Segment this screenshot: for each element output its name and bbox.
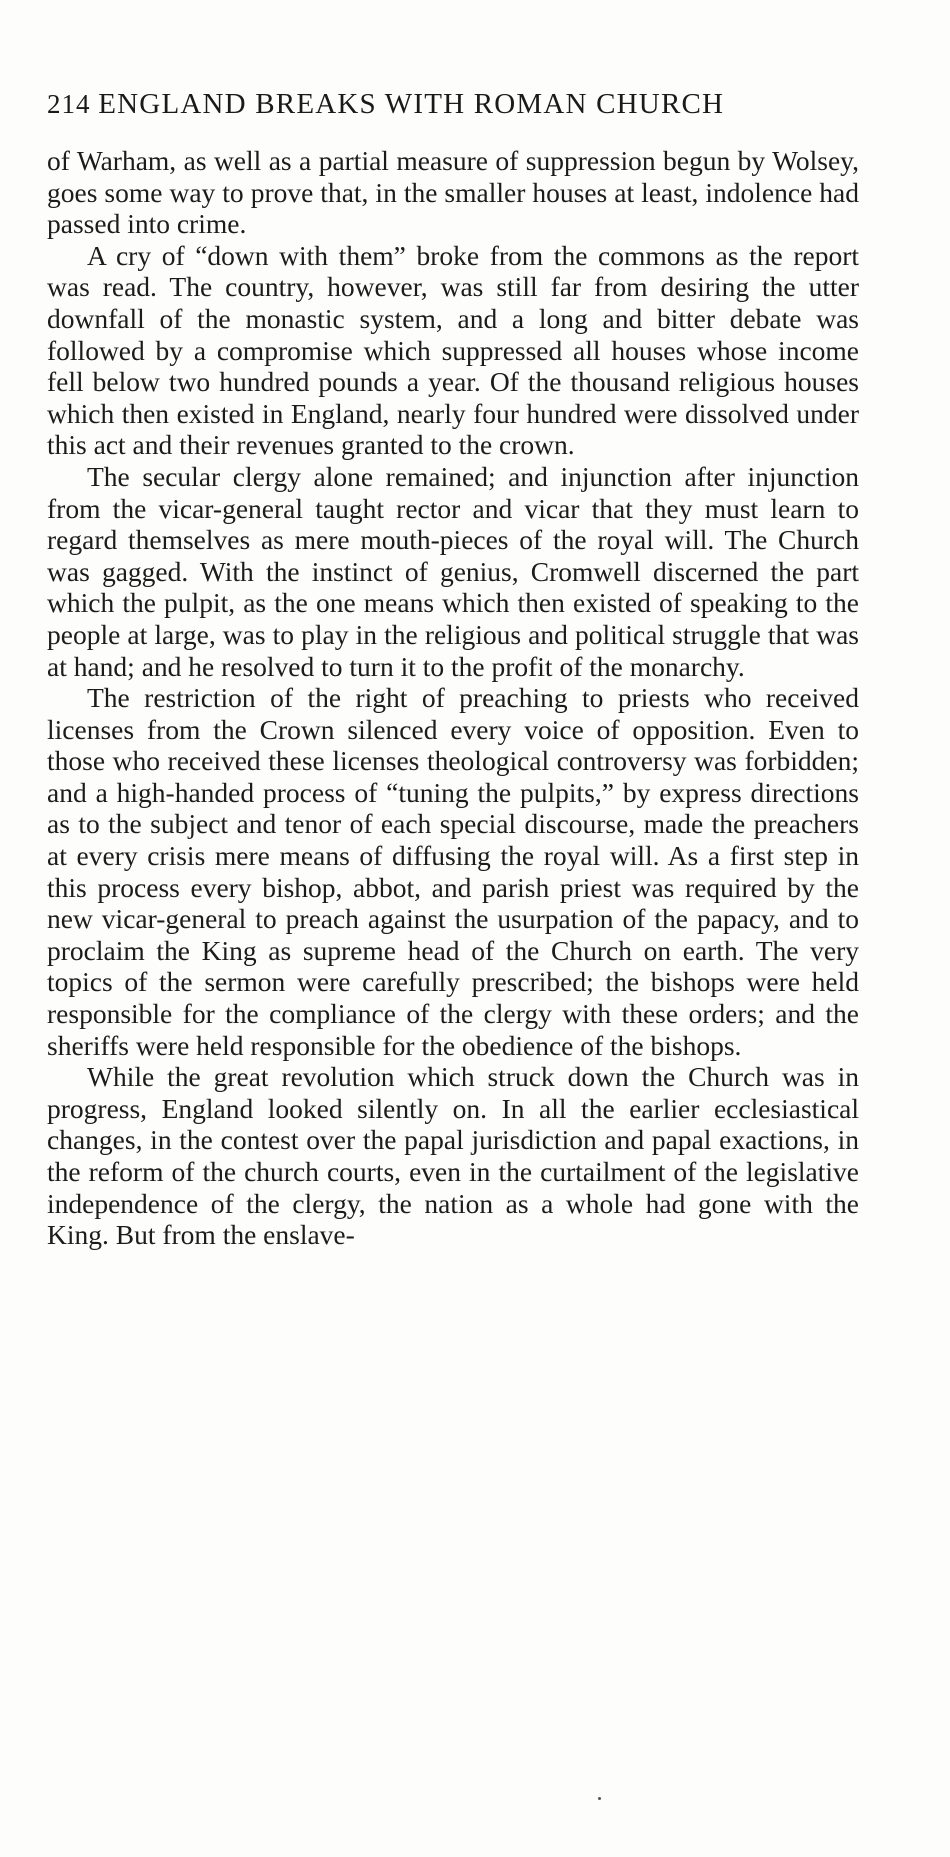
paragraph: While the great revolution which struck down the Church was in progress, England looked silently on. In all the earlier ecclesiastical changes, in the contest over the papal jurisdiction and papal exactions, in the reform of the church courts, even in the curtailment of the legislative independence of the clergy, the nation as a whole had gone with the King. But from the enslave-	[47, 1061, 859, 1251]
paragraph: A cry of “down with them” broke from the commons as the report was read. The country, however, was still far from desiring the utter downfall of the monastic system, and a long and bitter debate was followed by a compromise which suppressed all houses whose income fell below two hundred pounds a year. Of the thousand religious houses which then existed in England, nearly four hundred were dissolved under this act and their revenues granted to the crown.	[47, 239, 859, 461]
running-title: ENGLAND BREAKS WITH ROMAN CHURCH	[98, 88, 725, 120]
page-number: 214	[47, 89, 99, 119]
paragraph: of Warham, as well as a partial measure of suppression begun by Wolsey, goes some way to prove that, in the smaller houses at least, indolence had passed into crime.	[47, 145, 859, 240]
paragraph: The restriction of the right of preaching to priests who received licenses from the Crown silenced every voice of opposition. Even to those who received these licenses theological controversy was forbidden; and a high-handed process of “tuning the pulpits,” by express directions as to the subject and tenor of each special discourse, made the preachers at every crisis mere means of diffusing the royal will. As a first step in this process every bishop, abbot, and parish priest was required by the new vicar-general to preach against the usurpation of the papacy, and to proclaim the King as supreme head of the Church on earth. The very topics of the sermon were carefully prescribed; the bishops were held responsible for the compliance of the clergy with these orders; and the sheriffs were held responsible for the obedience of the bishops.	[47, 682, 859, 1061]
body-text	[47, 145, 859, 1251]
paragraph: The secular clergy alone remained; and injunction after injunction from the vicar-general taught rector and vicar that they must learn to regard themselves as mere mouth-pieces of the royal will. The Church was gagged. With the instinct of genius, Cromwell discerned the part which the pulpit, as the one means which then existed of speaking to the people at large, was to play in the religious and political struggle that was at hand; and he resolved to turn it to the profit of the monarchy.	[47, 460, 859, 682]
running-header	[47, 84, 857, 124]
print-speck	[598, 1797, 601, 1800]
